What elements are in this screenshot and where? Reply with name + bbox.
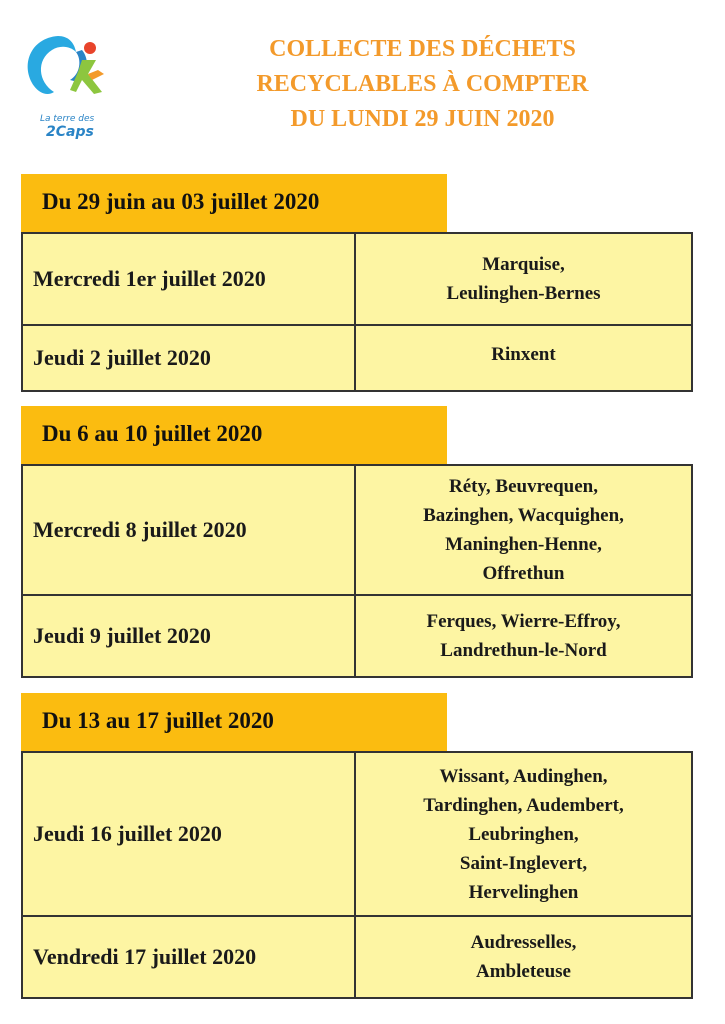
collection-towns	[355, 233, 692, 325]
collection-towns	[355, 916, 692, 998]
table-row	[22, 325, 692, 391]
logo-text-line1: La terre des	[40, 114, 95, 124]
town-line: Wissant, Audinghen,	[439, 765, 608, 787]
town-line: Ambleteuse	[476, 961, 571, 982]
schedule-table	[21, 751, 693, 999]
section-header: Du 13 au 17 juillet 2020	[21, 693, 447, 751]
collection-day: Jeudi 16 juillet 2020	[22, 752, 355, 916]
title-line-3: DU LUNDI 29 JUIN 2020	[290, 106, 555, 132]
town-line: Bazinghen, Wacquighen,	[423, 505, 624, 526]
collection-towns	[355, 465, 692, 595]
section-week-3	[21, 693, 693, 999]
section-header: Du 29 juin au 03 juillet 2020	[21, 174, 447, 232]
table-row	[22, 752, 692, 916]
town-line: Leulinghen-Bernes	[446, 283, 601, 304]
town-line: Leubringhen,	[468, 823, 579, 845]
collection-day: Jeudi 2 juillet 2020	[22, 325, 355, 391]
town-line: Saint-Inglevert,	[459, 852, 588, 874]
title-line-1: COLLECTE DES DÉCHETS	[269, 36, 576, 62]
town-line: Offrethun	[482, 563, 565, 584]
collection-day: Mercredi 1er juillet 2020	[22, 233, 355, 325]
collection-towns	[355, 752, 692, 916]
section-week-1	[21, 174, 693, 392]
section-header: Du 6 au 10 juillet 2020	[21, 406, 447, 464]
town-line: Audresselles,	[470, 932, 577, 953]
collection-day: Vendredi 17 juillet 2020	[22, 916, 355, 998]
town-line: Marquise,	[482, 254, 565, 275]
collection-day: Mercredi 8 juillet 2020	[22, 465, 355, 595]
schedule-table	[21, 232, 693, 392]
page-title	[150, 32, 695, 137]
town-line: Rinxent	[491, 344, 556, 365]
town-line: Maninghen-Henne,	[445, 534, 602, 555]
table-row	[22, 233, 692, 325]
logo-text-line2: 2Caps	[46, 124, 94, 140]
table-row	[22, 916, 692, 998]
title-line-2: RECYCLABLES À COMPTER	[256, 71, 589, 97]
collection-towns	[355, 325, 692, 391]
town-line: Réty, Beuvrequen,	[448, 476, 598, 497]
schedule-table	[21, 464, 693, 678]
section-week-2	[21, 406, 693, 678]
town-line: Ferques, Wierre-Effroy,	[426, 611, 621, 632]
collection-towns	[355, 595, 692, 677]
table-row	[22, 465, 692, 595]
collection-day: Jeudi 9 juillet 2020	[22, 595, 355, 677]
table-row	[22, 595, 692, 677]
town-line: Tardinghen, Audembert,	[423, 794, 624, 816]
town-line: Landrethun-le-Nord	[440, 640, 607, 661]
logo	[18, 30, 114, 142]
town-line: Hervelinghen	[468, 881, 579, 903]
logo-graphic	[18, 30, 114, 120]
